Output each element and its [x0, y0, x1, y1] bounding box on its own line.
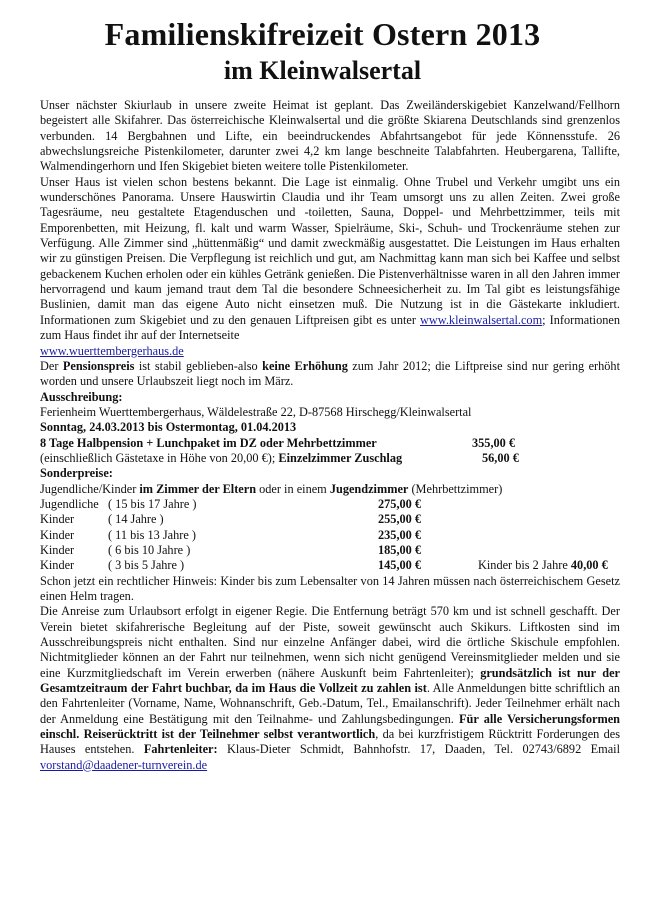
pension-text-c: zum Jahr 2012; die Liftpreise sind nur gering erhöht worden und unsere Urlaubszeit liegt noch im März. [40, 358, 620, 389]
price-row-price: 185,00 € [378, 542, 422, 557]
price-row-price: 235,00 € [378, 527, 422, 542]
price-row-age: ( 14 Jahre ) [108, 512, 164, 527]
price-row-price: 145,00 € [378, 558, 422, 573]
ausschreibung-heading: Ausschreibung: [40, 389, 123, 404]
travel-text-c: . Alle Anmeldungen bitte schriftlich an den Fahrtenleiter (Vorname, Name, Wohnanschrift, Geb.-Datum, Tel., Emailanschrift). Jeder Teilnehmer erhält nach der Anmeldung eine Bestätigung mit den Teilnahme- und Zahlungsbedingungen. [40, 681, 620, 726]
offer-label: 8 Tage Halbpension + Lunchpaket im DZ oder Mehrbettzimmer [40, 435, 377, 450]
price-row [40, 497, 620, 512]
infant-note [478, 558, 608, 573]
price-row-label: Kinder [40, 558, 75, 573]
tax-note [40, 451, 482, 466]
price-row-age: ( 15 bis 17 Jahre ) [108, 496, 197, 511]
infant-label: Kinder bis 2 Jahre [478, 558, 571, 573]
travel-text-e: , da bei kurzfristigem Rücktritt Forderungen des Hauses entstehen. [40, 727, 621, 757]
pension-text-a: Der [40, 358, 63, 373]
trip-dates: Sonntag, 24.03.2013 bis Ostermontag, 01.04.2013 [40, 420, 297, 435]
price-row-label: Jugendliche [40, 496, 99, 511]
tax-note-text: (einschließlich Gästetaxe in Höhe von 20,00 €); [40, 450, 279, 465]
trip-leader-contact: Klaus-Dieter Schmidt, Bahnhofstr. 17, Daaden, Tel. 02743/6892 Email [217, 742, 620, 757]
pension-paragraph [40, 359, 620, 390]
intro-paragraph-ski-area: Unser nächster Skiurlaub in unsere zweite Heimat ist geplant. Das Zweiländerskigebiet Kanzelwand/Fellhorn begeistert alle Skifahrer. Das österreichische Kleinwalsertal und die größte Skiarena Deutschlands sind grenzenlos verbunden. 14 Bergbahnen und Lifte, ein beeindruckendes Abfahrtsangebot für jede Könnensstufe. 26 abwechslungsreiche Pistenkilometer, darunter zwei 4,2 km lange beschneite Talabfahrten. Heubergarena, Tallifte, Walmendingerhorn und Ifen Skigebiet bieten weitere tolle Pistenkilometer. [40, 98, 620, 174]
intro-paragraph-house [40, 175, 620, 359]
price-row-age: ( 11 bis 13 Jahre ) [108, 527, 196, 542]
travel-paragraph [40, 604, 620, 773]
no-increase-label: keine Erhöhung [262, 358, 348, 373]
offer-line [40, 436, 620, 451]
booking-rule: grundsätzlich ist nur der Gesamtzeitraum der Fahrt buchbar, da im Haus die Vollzeit zu zahlen ist [40, 665, 620, 696]
kleinwalsertal-link[interactable]: www.kleinwalsertal.com [420, 312, 543, 327]
pension-text-b: ist stabil geblieben-also [134, 358, 263, 373]
house-info-text: ; Informationen zum Haus findet ihr auf der Internetseite [40, 312, 620, 343]
pension-price-label: Pensionspreis [62, 358, 135, 373]
price-row-label: Kinder [40, 512, 75, 527]
document-body [40, 98, 620, 773]
venue-address: Ferienheim Wuerttembergerhaus, Wäldelestraße 22, D-87568 Hirschegg/Kleinwalsertal [40, 404, 472, 419]
page-title: Familienskifreizeit Ostern 2013 [104, 16, 541, 52]
price-row-label: Kinder [40, 527, 75, 542]
price-row-price: 255,00 € [378, 512, 422, 527]
price-row [40, 512, 620, 527]
trip-leader-label: Fahrtenleiter: [143, 742, 218, 757]
travel-text-a: Die Anreise zum Urlaubsort erfolgt in eigener Regie. Die Entfernung beträgt 570 km und ist schnell geschafft. Der Verein bietet skifahrerische Begleitung auf der Piste, soweit gewünscht auch Skikurs. Liftkosten sind im Ausschreibungspreis nicht enthalten. Sind nur einzelne Anfänger dabei, wird die örtliche Skischule empfohlen. Nichtmitglieder können an der Fahrt nur teilnehmen, wenn sich nicht genügend Vereinsmitglieder melden und sie eine Kurzmitgliedschaft im Verein erwerben (nähere Auskunft beim Fahrtenleiter); [40, 604, 620, 680]
sp-intro-youth-room: Jugendzimmer [329, 481, 409, 496]
single-room-line [40, 451, 620, 466]
price-row-price: 275,00 € [378, 496, 422, 511]
price-row [40, 558, 620, 573]
price-row [40, 528, 620, 543]
price-row [40, 543, 620, 558]
price-row-age: ( 6 bis 10 Jahre ) [108, 542, 191, 557]
offer-price: 355,00 € [472, 435, 516, 450]
sp-intro-parents-room: im Zimmer der Eltern [139, 481, 257, 496]
price-row-label: Kinder [40, 542, 75, 557]
wuerttembergerhaus-link[interactable]: www.wuerttembergerhaus.de [40, 343, 184, 358]
insurance-notice: Für alle Versicherungsformen einschl. Reiserücktritt ist der Teilnehmer selbst verantwortlich [40, 711, 621, 742]
sonderpreise-intro [40, 482, 620, 497]
email-link[interactable]: vorstand@daadener-turnverein.de [40, 757, 208, 772]
infant-price: 40,00 € [570, 558, 608, 573]
price-row-age: ( 3 bis 5 Jahre ) [108, 558, 185, 573]
page-subtitle: im Kleinwalsertal [223, 56, 422, 85]
sp-intro-c: oder in einem [256, 481, 330, 496]
house-description-text: Unser Haus ist vielen schon bestens bekannt. Die Lage ist einmalig. Ohne Trubel und Verkehr umgibt uns ein wunderschönes Panorama. Unsere Hauswirtin Claudia und ihr Team umsorgt uns zu allen Zeiten. Zwei große Tagesräume, neu gestaltete Etagenduschen und -toiletten, Sauna, Doppel- und Mehrbettzimmer, teils mit Emporenbetten, mit Heizung, fl. kalt und warm Wasser, Spielräume, Ski-, Schuh- und Trockenräume stehen zur Verfügung. Alle Zimmer sind „hüttenmäßig“ und damit zweckmäßig ausgestattet. Die Leistungen im Haus erhalten wir zu günstigen Preisen. Die Verpflegung ist reichlich und gut, am Nachmittag kann man sich bei Kaffee und selbst gebackenem Kuchen erholen oder ein kühles Getränk genießen. Die Pistenverhältnisse waren in all den Jahren immer hervorragend und kaum jemand traut dem Tal die besondere Schneesicherheit zu. Im Tal gibt es leistungsfähige Buslinien, damit man das eigene Auto nicht einsetzen muß. Die Nutzung ist in die Gästekarte inkludiert. Informationen zum Skigebiet und zu den genauen Liftpreisen gibt es unter [40, 174, 620, 327]
sp-intro-a: Jugendliche/Kinder [40, 481, 140, 496]
sonderpreise-heading: Sonderpreise: [40, 466, 113, 481]
single-room-price: 56,00 € [482, 450, 519, 465]
single-room-label: Einzelzimmer Zuschlag [278, 450, 403, 465]
sp-intro-e: (Mehrbettzimmer) [408, 481, 503, 496]
helmet-notice: Schon jetzt ein rechtlicher Hinweis: Kinder bis zum Lebensalter von 14 Jahren müssen nach österreichischem Gesetz einen Helm tragen. [40, 573, 620, 603]
